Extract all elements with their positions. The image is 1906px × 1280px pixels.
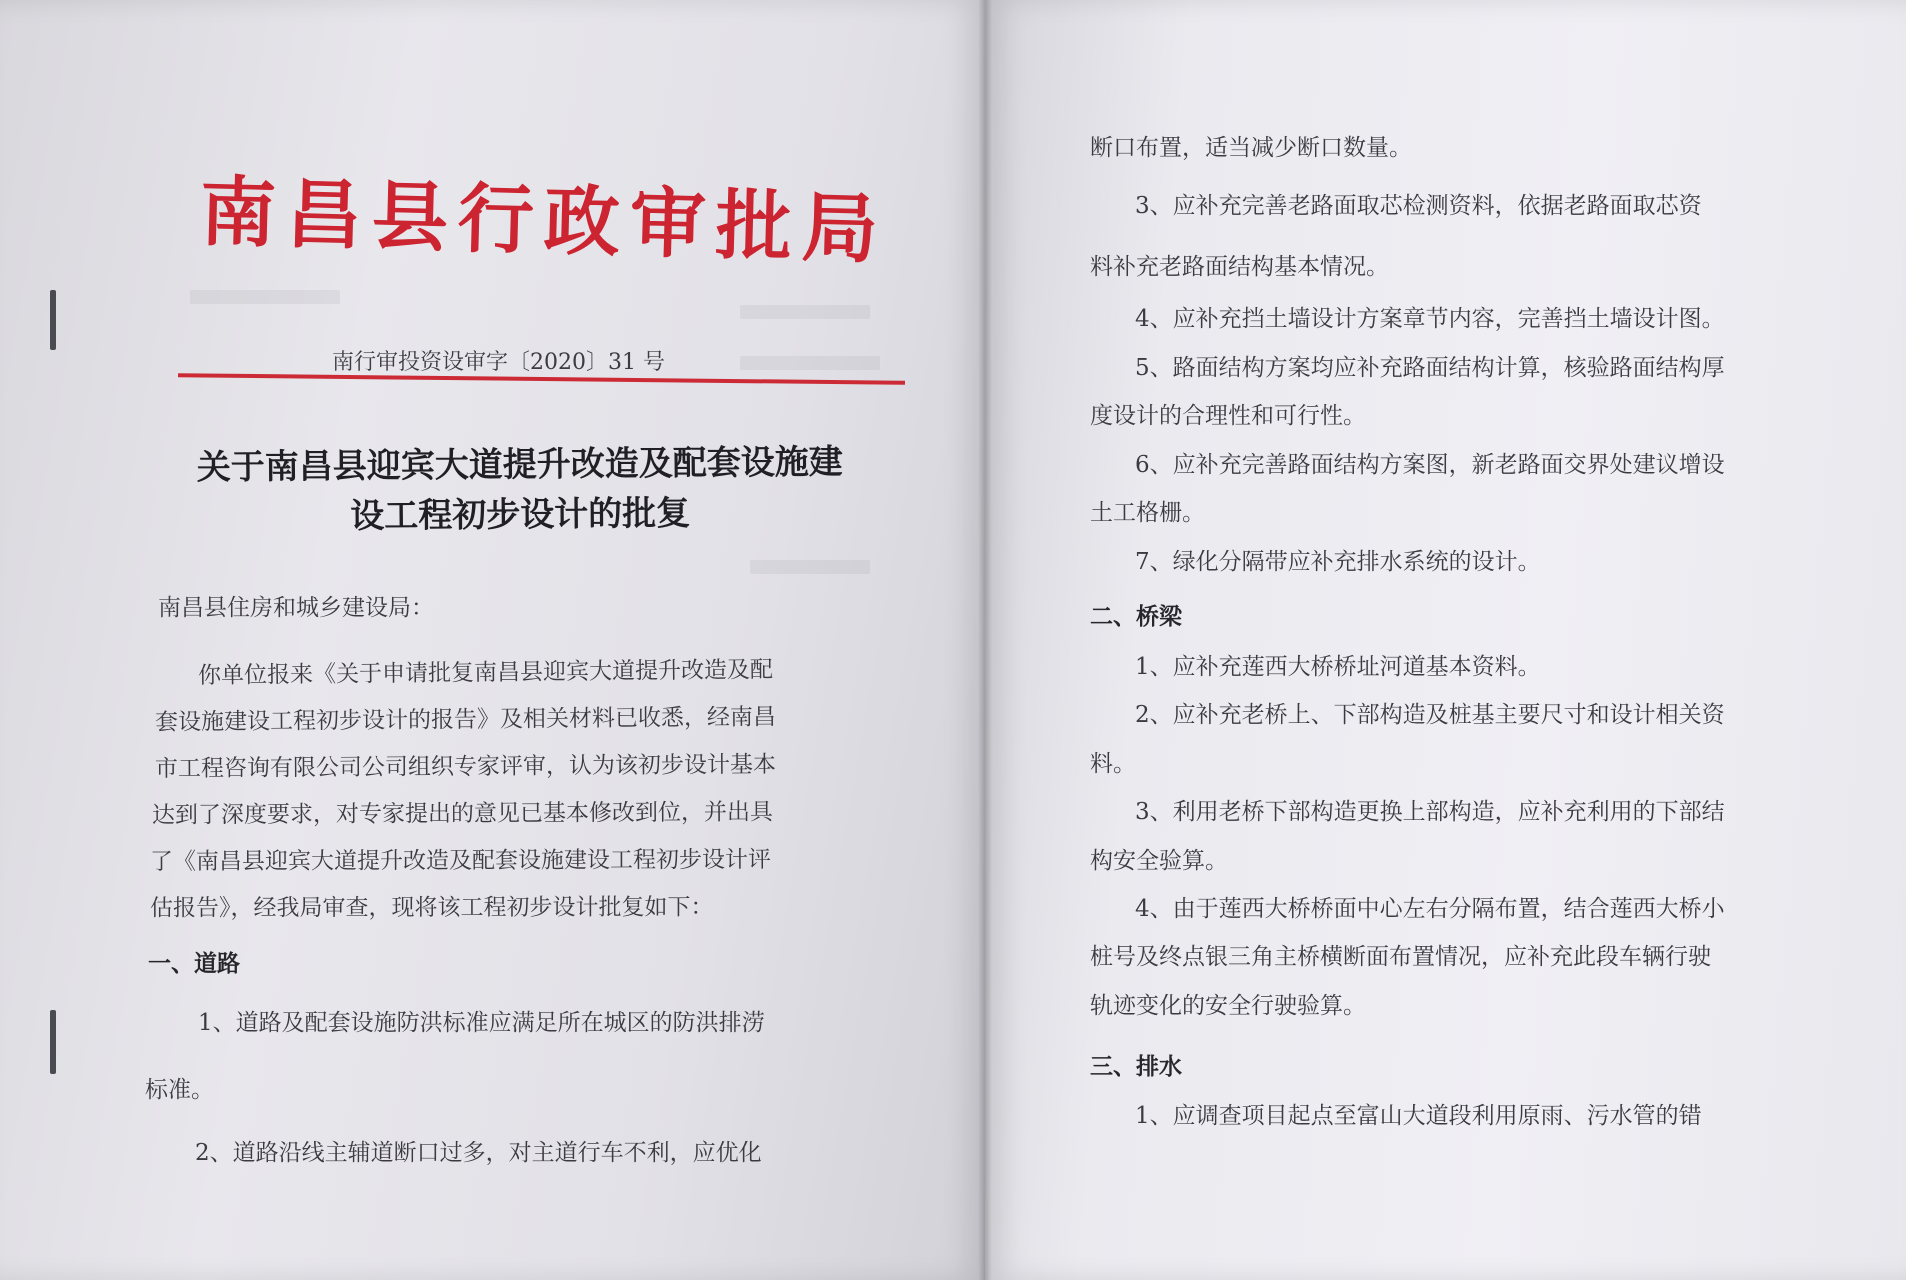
road-item-4: 4、应补充挡土墙设计方案章节内容，完善挡土墙设计图。 — [1135, 306, 1725, 332]
road-item-7: 7、绿化分隔带应补充排水系统的设计。 — [1135, 549, 1541, 575]
section-heading-drainage: 三、排水 — [1090, 1054, 1182, 1080]
continued-line: 断口布置，适当减少断口数量。 — [1090, 135, 1412, 161]
body-line: 达到了深度要求，对专家提出的意见已基本修改到位，并出具 — [151, 799, 774, 829]
body-line: 估报告》，经我局审查，现将该工程初步设计批复如下： — [149, 894, 714, 922]
title-line-1: 关于南昌县迎宾大道提升改造及配套设施建 — [196, 442, 843, 488]
document-number: 南行审投资设审字〔2020〕31 号 — [332, 350, 665, 375]
body-line: 了《南昌县迎宾大道提升改造及配套设施建设工程初步设计评 — [149, 846, 772, 876]
drainage-item-1-line-1: 1、应调查项目起点至富山大道段利用原雨、污水管的错 — [1135, 1103, 1702, 1129]
road-item-2-line-1: 2、道路沿线主辅道断口过多，对主道行车不利，应优化 — [195, 1140, 762, 1166]
section-heading-road: 一、道路 — [148, 951, 240, 977]
right-page — [985, 0, 1906, 1280]
road-item-6-line-2: 土工格栅。 — [1090, 500, 1205, 526]
section-heading-bridge: 二、桥梁 — [1090, 604, 1182, 630]
show-through-mark — [190, 290, 340, 304]
show-through-mark — [740, 305, 870, 319]
body-line: 你单位报来《关于申请批复南昌县迎宾大道提升改造及配 — [197, 656, 774, 690]
document-title — [160, 437, 881, 543]
body-line: 套设施建设工程初步设计的报告》及相关材料已收悉，经南昌 — [154, 704, 777, 736]
book-gutter — [978, 0, 992, 1280]
bridge-item-4-line-1: 4、由于莲西大桥桥面中心左右分隔布置，结合莲西大桥小 — [1135, 896, 1725, 922]
show-through-mark — [750, 560, 870, 574]
road-item-1-line-2: 标准。 — [145, 1077, 214, 1103]
body-line: 市工程咨询有限公司公司组织专家评审，认为该初步设计基本 — [154, 751, 777, 783]
staple-bottom — [50, 1010, 56, 1074]
bridge-item-4-line-3: 轨迹变化的安全行驶验算。 — [1090, 993, 1366, 1019]
bridge-item-4-line-2: 桩号及终点银三角主桥横断面布置情况，应补充此段车辆行驶 — [1090, 944, 1711, 970]
road-item-5-line-1: 5、路面结构方案均应补充路面结构计算，核验路面结构厚 — [1135, 355, 1725, 381]
bridge-item-1: 1、应补充莲西大桥桥址河道基本资料。 — [1135, 654, 1541, 680]
bridge-item-3-line-2: 构安全验算。 — [1090, 848, 1228, 874]
road-item-3-line-2: 料补充老路面结构基本情况。 — [1090, 254, 1389, 280]
bridge-item-2-line-1: 2、应补充老桥上、下部构造及桩基主要尺寸和设计相关资 — [1135, 702, 1725, 728]
recipient: 南昌县住房和城乡建设局： — [158, 595, 434, 621]
agency-letterhead: 南昌县行政审批局 — [198, 166, 889, 274]
bridge-item-2-line-2: 料。 — [1090, 751, 1136, 777]
staple-top — [50, 290, 56, 350]
road-item-1-line-1: 1、道路及配套设施防洪标准应满足所在城区的防洪排涝 — [198, 1010, 765, 1036]
road-item-6-line-1: 6、应补充完善路面结构方案图，新老路面交界处建议增设 — [1135, 452, 1725, 478]
show-through-mark — [740, 356, 880, 370]
road-item-3-line-1: 3、应补充完善老路面取芯检测资料，依据老路面取芯资 — [1135, 193, 1702, 219]
bridge-item-3-line-1: 3、利用老桥下部构造更换上部构造，应补充利用的下部结 — [1135, 799, 1725, 825]
title-line-2: 设工程初步设计的批复 — [350, 493, 691, 537]
road-item-5-line-2: 度设计的合理性和可行性。 — [1090, 403, 1366, 429]
